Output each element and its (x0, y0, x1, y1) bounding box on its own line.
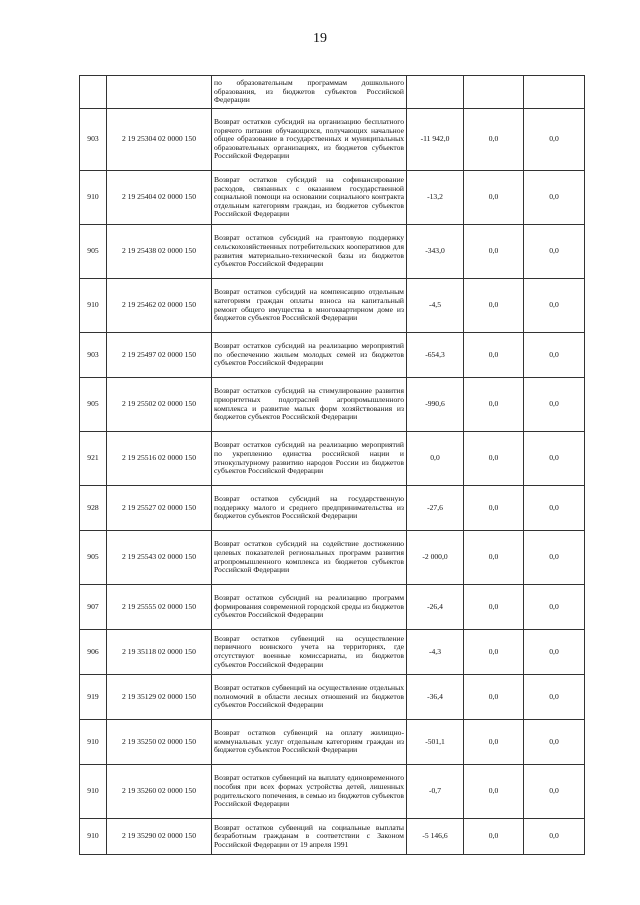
budget-code-cell: 2 19 25555 02 0000 150 (107, 585, 212, 630)
admin-code-cell: 910 (80, 279, 107, 333)
amount-cell-1: -501,1 (407, 720, 464, 765)
description-cell: Возврат остатков субсидий на содействие достижению целевых показателей региональных программ развития агропромышленного комплекса из бюджетов субъектов Российской Федерации (212, 531, 407, 585)
amount-cell-3: 0,0 (524, 765, 585, 819)
budget-code-cell: 2 19 35118 02 0000 150 (107, 630, 212, 675)
amount-cell-3: 0,0 (524, 333, 585, 378)
amount-cell-2: 0,0 (464, 675, 524, 720)
amount-cell-2: 0,0 (464, 225, 524, 279)
amount-cell-2: 0,0 (464, 171, 524, 225)
amount-cell-1: -4,5 (407, 279, 464, 333)
admin-code-cell: 903 (80, 333, 107, 378)
amount-cell-3: 0,0 (524, 109, 585, 171)
admin-code-cell: 921 (80, 432, 107, 486)
amount-cell-2: 0,0 (464, 378, 524, 432)
budget-code-cell: 2 19 25543 02 0000 150 (107, 531, 212, 585)
amount-cell-3: 0,0 (524, 585, 585, 630)
page-number: 19 (313, 31, 327, 46)
budget-code-cell: 2 19 25304 02 0000 150 (107, 109, 212, 171)
description-cell: Возврат остатков субсидий на государственную поддержку малого и среднего предпринимательства из бюджетов субъектов Российской Федерации (212, 486, 407, 531)
amount-cell-2: 0,0 (464, 720, 524, 765)
table-row (80, 76, 585, 109)
description-cell: Возврат остатков субвенций на выплату единовременного пособия при всех формах устройства детей, лишенных родительского попечения, в семью из бюджетов субъектов Российской Федерации (212, 765, 407, 819)
admin-code-cell: 905 (80, 378, 107, 432)
description-cell: Возврат остатков субвенций на оплату жилищно-коммунальных услуг отдельным категориям граждан из бюджетов субъектов Российской Федерации (212, 720, 407, 765)
budget-code-cell: 2 19 25502 02 0000 150 (107, 378, 212, 432)
table-row (80, 630, 585, 675)
admin-code-cell: 910 (80, 720, 107, 765)
amount-cell-2: 0,0 (464, 279, 524, 333)
amount-cell-1: -27,6 (407, 486, 464, 531)
amount-cell-1: -36,4 (407, 675, 464, 720)
table-row (80, 333, 585, 378)
budget-code-cell: 2 19 35290 02 0000 150 (107, 819, 212, 855)
admin-code-cell: 905 (80, 225, 107, 279)
amount-cell-3: 0,0 (524, 279, 585, 333)
description-cell: Возврат остатков субвенций на осуществление отдельных полномочий в области лесных отношений из бюджетов субъектов Российской Федерации (212, 675, 407, 720)
admin-code-cell: 928 (80, 486, 107, 531)
amount-cell-1: 0,0 (407, 432, 464, 486)
amount-cell-3: 0,0 (524, 819, 585, 855)
amount-cell-1 (407, 76, 464, 109)
amount-cell-2: 0,0 (464, 531, 524, 585)
description-cell: Возврат остатков субвенций на осуществление первичного воинского учета на территориях, где отсутствуют военные комиссариаты, из бюджетов субъектов Российской Федерации (212, 630, 407, 675)
amount-cell-1: -26,4 (407, 585, 464, 630)
amount-cell-3: 0,0 (524, 171, 585, 225)
amount-cell-2: 0,0 (464, 486, 524, 531)
description-cell: Возврат остатков субсидий на грантовую поддержку сельскохозяйственных потребительских кооперативов для развития материально-технической базы из бюджетов субъектов Российской Федерации (212, 225, 407, 279)
amount-cell-3: 0,0 (524, 531, 585, 585)
amount-cell-3: 0,0 (524, 486, 585, 531)
table-row (80, 109, 585, 171)
description-cell: Возврат остатков субсидий на софинансирование расходов, связанных с оказанием государственной социальной помощи на основании социального контракта отдельным категориям граждан, из бюджетов субъектов Российской Федерации (212, 171, 407, 225)
amount-cell-2: 0,0 (464, 819, 524, 855)
budget-table (79, 75, 585, 855)
admin-code-cell: 910 (80, 765, 107, 819)
amount-cell-2: 0,0 (464, 765, 524, 819)
admin-code-cell: 905 (80, 531, 107, 585)
amount-cell-1: -0,7 (407, 765, 464, 819)
admin-code-cell: 907 (80, 585, 107, 630)
budget-code-cell (107, 76, 212, 109)
description-cell: Возврат остатков субсидий на стимулирование развития приоритетных подотраслей агропромышленного комплекса и развитие малых форм хозяйствования из бюджетов субъектов Российской Федерации (212, 378, 407, 432)
amount-cell-1: -343,0 (407, 225, 464, 279)
budget-code-cell: 2 19 25438 02 0000 150 (107, 225, 212, 279)
table-row (80, 171, 585, 225)
budget-code-cell: 2 19 25516 02 0000 150 (107, 432, 212, 486)
budget-code-cell: 2 19 25497 02 0000 150 (107, 333, 212, 378)
admin-code-cell: 903 (80, 109, 107, 171)
amount-cell-3: 0,0 (524, 432, 585, 486)
admin-code-cell: 919 (80, 675, 107, 720)
amount-cell-3 (524, 76, 585, 109)
amount-cell-2: 0,0 (464, 585, 524, 630)
amount-cell-3: 0,0 (524, 378, 585, 432)
budget-code-cell: 2 19 35260 02 0000 150 (107, 765, 212, 819)
amount-cell-1: -5 146,6 (407, 819, 464, 855)
table-row (80, 378, 585, 432)
admin-code-cell: 910 (80, 819, 107, 855)
description-cell: Возврат остатков субсидий на компенсацию отдельным категориям граждан оплаты взноса на капитальный ремонт общего имущества в многоквартирном доме из бюджетов субъектов Российской Федерации (212, 279, 407, 333)
description-cell: Возврат остатков субсидий на реализацию мероприятий по обеспечению жильем молодых семей из бюджетов субъектов Российской Федерации (212, 333, 407, 378)
amount-cell-2: 0,0 (464, 630, 524, 675)
table-row (80, 585, 585, 630)
amount-cell-2: 0,0 (464, 432, 524, 486)
admin-code-cell (80, 76, 107, 109)
amount-cell-1: -13,2 (407, 171, 464, 225)
amount-cell-1: -2 000,0 (407, 531, 464, 585)
admin-code-cell: 906 (80, 630, 107, 675)
amount-cell-3: 0,0 (524, 225, 585, 279)
table-row (80, 720, 585, 765)
description-cell: Возврат остатков субсидий на реализацию программ формирования современной городской среды из бюджетов субъектов Российской Федерации (212, 585, 407, 630)
amount-cell-1: -654,3 (407, 333, 464, 378)
table-row (80, 819, 585, 855)
description-cell: Возврат остатков субсидий на организацию бесплатного горячего питания обучающихся, получающих начальное общее образование в государственных и муниципальных образовательных организациях, из бюджетов субъектов Российской Федерации (212, 109, 407, 171)
table-row (80, 432, 585, 486)
amount-cell-3: 0,0 (524, 630, 585, 675)
description-cell: Возврат остатков субсидий на реализацию мероприятий по укреплению единства российской нации и этнокультурному развитию народов России из бюджетов субъектов Российской Федерации (212, 432, 407, 486)
budget-code-cell: 2 19 25462 02 0000 150 (107, 279, 212, 333)
amount-cell-1: -990,6 (407, 378, 464, 432)
table-row (80, 279, 585, 333)
table-row (80, 531, 585, 585)
budget-code-cell: 2 19 25527 02 0000 150 (107, 486, 212, 531)
budget-code-cell: 2 19 35129 02 0000 150 (107, 675, 212, 720)
amount-cell-3: 0,0 (524, 720, 585, 765)
table-body (80, 76, 585, 855)
amount-cell-1: -11 942,0 (407, 109, 464, 171)
amount-cell-2: 0,0 (464, 109, 524, 171)
table-row (80, 675, 585, 720)
table-row (80, 486, 585, 531)
amount-cell-3: 0,0 (524, 675, 585, 720)
description-cell: по образовательным программам дошкольного образования, из бюджетов субъектов Российской Федерации (212, 76, 407, 109)
amount-cell-1: -4,3 (407, 630, 464, 675)
description-cell: Возврат остатков субвенций на социальные выплаты безработным гражданам в соответствии с Законом Российской Федерации от 19 апреля 1991 (212, 819, 407, 855)
budget-code-cell: 2 19 25404 02 0000 150 (107, 171, 212, 225)
amount-cell-2: 0,0 (464, 333, 524, 378)
admin-code-cell: 910 (80, 171, 107, 225)
budget-code-cell: 2 19 35250 02 0000 150 (107, 720, 212, 765)
amount-cell-2 (464, 76, 524, 109)
table-row (80, 765, 585, 819)
table-row (80, 225, 585, 279)
